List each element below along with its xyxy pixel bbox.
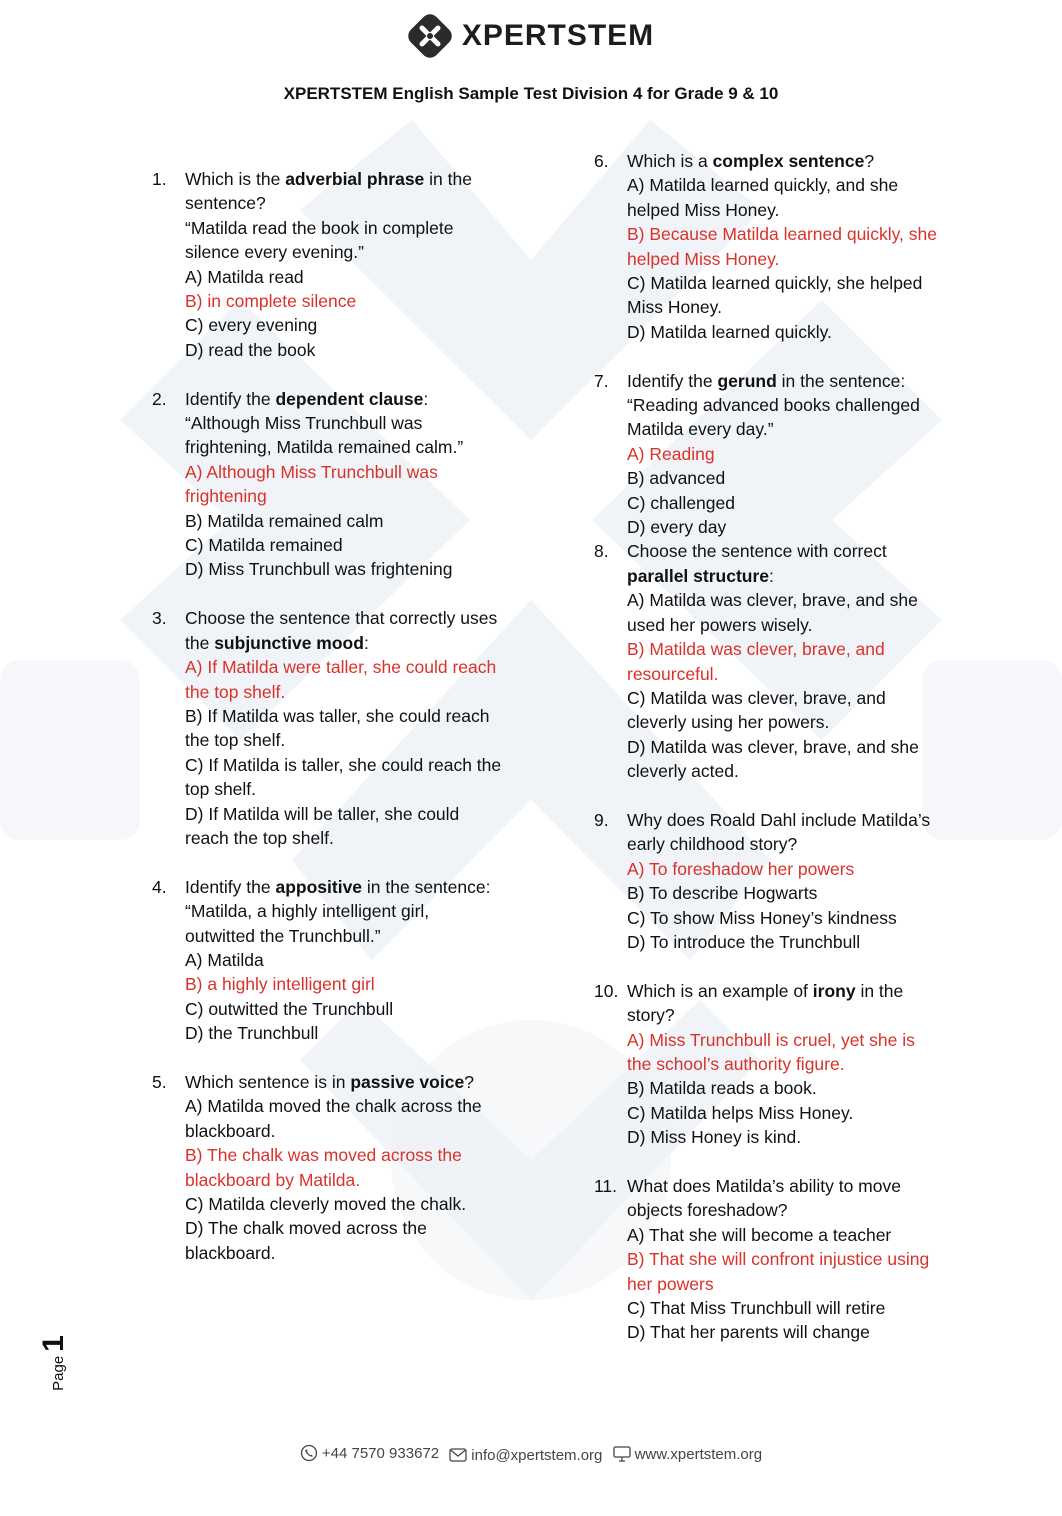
left-column	[152, 167, 502, 1290]
answer-option: B) If Matilda was taller, she could reach the top shelf.	[185, 705, 490, 751]
footer-contact	[0, 1444, 1062, 1466]
answer-option-correct: B) That she will confront injustice using her powers	[627, 1249, 930, 1294]
answer-option: D) Matilda was clever, brave, and she cleverly acted.	[627, 736, 919, 782]
question-stem	[627, 1174, 944, 1223]
question-item	[152, 167, 502, 362]
header	[0, 14, 1062, 63]
question-item	[594, 808, 944, 954]
question-stem-text: :	[423, 388, 429, 409]
question-stem-text: in the sentence:	[362, 876, 491, 897]
answer-option: C) Matilda learned quickly, she helped Miss Honey.	[627, 273, 923, 318]
answer-option: D) That her parents will change	[627, 1322, 870, 1343]
question-stem-text: in the story?	[627, 980, 904, 1026]
answer-option: C) challenged	[627, 492, 735, 513]
question-stem	[185, 387, 502, 411]
question-stem	[185, 1070, 502, 1094]
question-key-term: complex sentence	[712, 151, 865, 171]
question-stem-text: ?	[864, 151, 875, 171]
question-key-term: adverbial phrase	[285, 169, 425, 189]
question-stem	[627, 979, 944, 1028]
question-number: 3.	[152, 608, 167, 629]
answer-option-correct: B) Matilda was clever, brave, and resourceful.	[627, 639, 885, 684]
question-item	[152, 387, 502, 582]
answer-option: C) every evening	[185, 315, 318, 336]
question-key-term: subjunctive mood	[214, 632, 364, 653]
question-quote: “Matilda, a highly intelligent girl, outwitted the Trunchbull.”	[185, 901, 430, 946]
question-stem	[627, 808, 944, 857]
question-list-right	[594, 149, 944, 1345]
question-stem	[627, 149, 944, 173]
page-number-marker	[36, 1330, 76, 1391]
answer-option: A) That she will become a teacher	[627, 1224, 892, 1245]
right-column	[594, 149, 944, 1369]
answer-option: B) Matilda reads a book.	[627, 1078, 817, 1099]
mail-icon	[449, 1448, 467, 1462]
question-stem-text: Identify the	[627, 370, 718, 391]
question-number: 9.	[594, 809, 609, 830]
question-item	[594, 1174, 944, 1345]
question-stem	[185, 606, 502, 655]
question-stem	[627, 369, 944, 393]
answer-option-correct: A) If Matilda were taller, she could reach the top shelf.	[185, 657, 497, 702]
question-item	[594, 539, 944, 783]
website-text[interactable]: www.xpertstem.org	[634, 1445, 763, 1463]
question-number: 4.	[152, 876, 167, 897]
question-number: 6.	[594, 151, 609, 171]
footer-email[interactable]	[449, 1447, 602, 1464]
answer-option: D) Miss Honey is kind.	[627, 1127, 802, 1148]
answer-option: C) To show Miss Honey’s kindness	[627, 907, 897, 928]
answer-option: C) Matilda cleverly moved the chalk.	[185, 1194, 467, 1214]
answer-option: A) Matilda	[185, 949, 264, 970]
question-key-term: passive voice	[350, 1071, 465, 1092]
xpertstem-logo-icon	[408, 14, 452, 58]
answer-option: D) every day	[627, 517, 727, 538]
question-item	[594, 979, 944, 1150]
question-key-term: appositive	[275, 876, 363, 897]
question-stem-text: Which sentence is in	[185, 1071, 351, 1092]
question-stem-text: Choose the sentence that correctly uses the	[185, 608, 498, 653]
answer-option-correct: B) in complete silence	[185, 291, 357, 312]
answer-option: D) To introduce the Trunchbull	[627, 931, 861, 952]
question-key-term: gerund	[717, 370, 777, 391]
question-number: 5.	[152, 1071, 167, 1092]
answer-option-correct: A) To foreshadow her powers	[627, 858, 855, 879]
question-stem	[185, 875, 502, 899]
answer-option: A) Matilda learned quickly, and she helped Miss Honey.	[627, 175, 899, 220]
page-number: 1	[36, 1335, 70, 1352]
brand-name: XPERTSTEM	[461, 19, 655, 52]
answer-option-correct: A) Although Miss Trunchbull was frightening	[185, 461, 438, 507]
answer-option-correct: A) Reading	[627, 443, 715, 464]
answer-option: C) outwitted the Trunchbull	[185, 998, 394, 1019]
question-number: 10.	[594, 980, 619, 1001]
answer-option: D) The chalk moved across the blackboard.	[185, 1218, 427, 1263]
question-stem-text: Which is an example of	[627, 980, 813, 1001]
question-number: 2.	[152, 388, 167, 409]
answer-option: D) the Trunchbull	[185, 1023, 319, 1044]
question-stem	[627, 539, 944, 588]
question-stem-text: ?	[464, 1071, 474, 1092]
answer-option: D) Matilda learned quickly.	[627, 321, 832, 342]
question-item	[152, 1070, 502, 1265]
page-label: Page	[49, 1355, 67, 1391]
answer-option: C) If Matilda is taller, she could reach the top shelf.	[185, 754, 502, 800]
answer-option-correct: B) Because Matilda learned quickly, she helped Miss Honey.	[627, 224, 937, 269]
question-stem-text: :	[363, 632, 369, 653]
answer-option: D) If Matilda will be taller, she could reach the top shelf.	[185, 803, 460, 848]
question-stem-text: :	[769, 565, 774, 586]
question-key-term: dependent clause	[275, 388, 424, 409]
answer-option: B) advanced	[627, 468, 726, 489]
phone-text: +44 7570 933672	[321, 1444, 440, 1462]
question-item	[594, 369, 944, 540]
answer-option: C) That Miss Trunchbull will retire	[627, 1298, 886, 1319]
answer-option-correct: A) Miss Trunchbull is cruel, yet she is the school’s authority figure.	[627, 1029, 915, 1074]
question-quote: “Although Miss Trunchbull was frightening, Matilda remained calm.”	[185, 413, 464, 458]
question-stem-text: Identify the	[185, 876, 276, 897]
question-key-term: parallel structure	[627, 565, 769, 586]
question-number: 11.	[594, 1176, 618, 1196]
question-stem-text: in the sentence:	[776, 370, 906, 391]
footer-website[interactable]	[613, 1446, 763, 1463]
question-quote: “Reading advanced books challenged Matilda every day.”	[627, 395, 920, 440]
answer-option: A) Matilda moved the chalk across the blackboard.	[185, 1096, 482, 1141]
question-number: 7.	[594, 370, 609, 391]
question-item	[594, 149, 944, 344]
question-number: 1.	[152, 169, 167, 189]
question-stem-text: Which is a	[627, 151, 713, 171]
phone-icon	[300, 1444, 318, 1462]
answer-option: C) Matilda was clever, brave, and cleverly using her powers.	[627, 687, 886, 733]
answer-option: C) Matilda helps Miss Honey.	[627, 1102, 854, 1123]
question-item	[152, 875, 502, 1046]
question-list-left	[152, 167, 502, 1265]
brand-logo	[408, 14, 654, 58]
question-key-term: irony	[812, 980, 856, 1001]
question-number: 8.	[594, 541, 609, 562]
answer-option: B) Matilda remained calm	[185, 510, 384, 531]
email-text[interactable]: info@xpertstem.org	[471, 1446, 603, 1464]
question-quote: “Matilda read the book in complete silence every evening.”	[185, 217, 454, 263]
question-stem-text: Why does Roald Dahl include Matilda’s early childhood story?	[627, 809, 931, 855]
document-title: XPERTSTEM English Sample Test Division 4 for Grade 9 & 10	[283, 84, 779, 103]
question-stem-text: Choose the sentence with correct	[627, 541, 887, 562]
answer-option: A) Matilda was clever, brave, and she used her powers wisely.	[627, 590, 918, 635]
question-stem-text: in the sentence?	[185, 169, 472, 214]
answer-option-correct: B) a highly intelligent girl	[185, 974, 375, 995]
answer-option: D) Miss Trunchbull was frightening	[185, 559, 453, 580]
answer-option: A) Matilda read	[185, 266, 304, 287]
answer-option: D) read the book	[185, 339, 316, 360]
answer-option-correct: B) The chalk was moved across the blackboard by Matilda.	[185, 1145, 462, 1190]
answer-option: C) Matilda remained	[185, 535, 343, 556]
footer-phone	[300, 1444, 439, 1462]
question-stem-text: Which is the	[185, 169, 286, 189]
question-stem-text: What does Matilda’s ability to move objects foreshadow?	[627, 1176, 901, 1221]
question-stem-text: Identify the	[185, 388, 276, 409]
question-item	[152, 606, 502, 850]
question-stem	[185, 167, 502, 216]
monitor-icon	[613, 1446, 631, 1462]
answer-option: B) To describe Hogwarts	[627, 883, 818, 904]
